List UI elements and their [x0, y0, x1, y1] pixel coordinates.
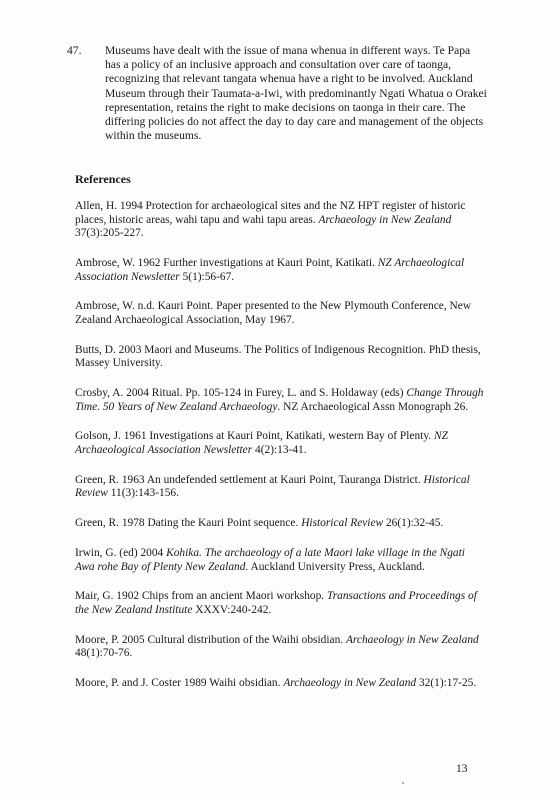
- paragraph-number: 47.: [67, 44, 82, 57]
- reference-text: Golson, J. 1961 Investigations at Kauri Point, Katikati, western Bay of Plenty.: [75, 430, 434, 443]
- reference-title: Kohika. The archaeology of a late Maori lake village in the Ngati Awa rohe Bay of Plenty New Zealand: [75, 547, 465, 573]
- reference-text: 37(3):205-227.: [75, 227, 144, 240]
- reference-text: Irwin, G. (ed) 2004: [75, 547, 167, 559]
- reference-item: [75, 517, 485, 531]
- reference-item: [75, 547, 485, 574]
- reference-text: 11(3):143-156.: [107, 487, 179, 500]
- paragraph-47: [67, 44, 487, 143]
- reference-title: NZ Archaeological Association Newsletter: [75, 430, 448, 457]
- reference-text: Green, R. 1978 Dating the Kauri Point sequence.: [75, 517, 302, 530]
- reference-text: . Auckland University Press, Auckland.: [245, 560, 425, 573]
- reference-item: [75, 300, 485, 327]
- reference-item: [75, 257, 485, 284]
- paragraph-text: Museums have dealt with the issue of mana whenua in different ways. Te Papa has a policy of an inclusive approach and consultation over care of taonga, recognizing that relevant tangata whenua have a right to be involved. Auckland Museum through their Taumata-a-Iwi, with predominantly Ngati Whatua o Orakei representation, retains the right to make decisions on taonga in their care. The differing policies do not affect the day to day care and management of the objects within the museums.: [105, 44, 487, 143]
- reference-item: [75, 387, 485, 414]
- reference-text: Ambrose, W. 1962 Further investigations at Kauri Point, Katikati.: [75, 256, 378, 269]
- reference-text: 26(1):32-45.: [383, 517, 444, 530]
- reference-text: 5(1):56-67.: [179, 270, 235, 283]
- reference-title: Historical Review: [301, 517, 384, 530]
- reference-text: 32(1):17-25.: [416, 677, 477, 690]
- reference-text: 48(1):70-76.: [75, 647, 133, 660]
- reference-title: NZ Archaeological Association Newsletter: [75, 256, 465, 283]
- scan-speck: [402, 782, 404, 784]
- reference-text: Moore, P. 2005 Cultural distribution of the Waihi obsidian.: [75, 633, 346, 646]
- reference-title: Change Through Time. 50 Years of New Zealand Archaeology: [75, 387, 484, 413]
- reference-text: Allen, H. 1994 Protection for archaeological sites and the NZ HPT register of historic places, historic areas, wahi tapu and wahi tapu areas.: [75, 200, 466, 226]
- reference-item: [75, 200, 485, 241]
- page-number: 13: [456, 763, 468, 775]
- reference-text: Crosby, A. 2004 Ritual. Pp. 105-124 in Furey, L. and S. Holdaway (eds): [75, 387, 407, 400]
- reference-title: Transactions and Proceedings of the New Zealand Institute: [75, 590, 477, 616]
- reference-item: [75, 474, 485, 501]
- reference-text: Butts, D. 2003 Maori and Museums. The Politics of Indigenous Recognition. PhD thesis, Massey University.: [75, 343, 481, 370]
- reference-item: [75, 344, 485, 371]
- reference-item: [75, 634, 485, 661]
- reference-text: . NZ Archaeological Assn Monograph 26.: [277, 400, 469, 413]
- reference-title: Archaeology in New Zealand: [283, 677, 417, 690]
- reference-item: [75, 677, 485, 691]
- reference-title: Archaeology in New Zealand: [318, 213, 452, 226]
- reference-text: 4(2):13-41.: [252, 444, 307, 457]
- reference-title: Archaeology in New Zealand: [345, 633, 479, 646]
- references-list: [75, 200, 485, 707]
- reference-text: Green, R. 1963 An undefended settlement at Kauri Point, Tauranga District.: [75, 473, 424, 486]
- reference-text: XXXV:240-242.: [192, 603, 272, 616]
- reference-item: [75, 430, 485, 457]
- reference-text: Mair, G. 1902 Chips from an ancient Maori workshop.: [75, 590, 327, 603]
- reference-text: Ambrose, W. n.d. Kauri Point. Paper presented to the New Plymouth Conference, New Zealand Archaeological Association, May 1967.: [75, 300, 472, 326]
- reference-text: Moore, P. and J. Coster 1989 Waihi obsidian.: [75, 677, 284, 690]
- references-heading: References: [75, 172, 131, 186]
- reference-title: Historical Review: [75, 473, 470, 500]
- reference-item: [75, 590, 485, 617]
